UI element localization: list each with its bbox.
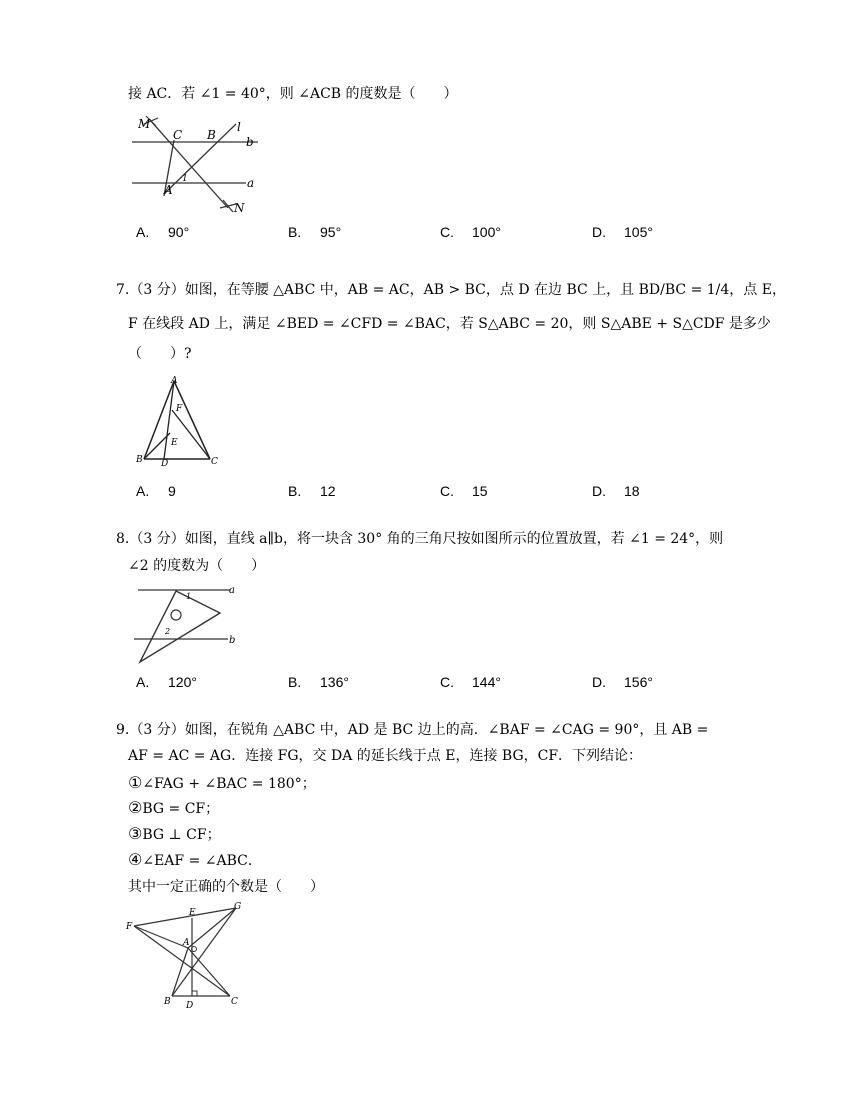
q6-stem-line: 接 AC．若 ∠1 = 40°，则 ∠ACB 的度数是（ ） [128, 86, 458, 102]
q7-label-D: D [161, 459, 169, 469]
q9-stem-line-2: AF = AC = AG．连接 FG，交 DA 的延长线于点 E，连接 BG，CF．下列结论： [128, 748, 643, 764]
circled-number: ① [128, 773, 143, 792]
q7-stem-line-1: 7.（3 分）如图，在等腰 △ABC 中，AB = AC，AB > BC，点 D 在边 BC 上，且 BD/BC = 1/4，点 E， [116, 282, 786, 298]
q7-label-E: E [171, 438, 178, 448]
option-value: 120° [168, 674, 197, 690]
q9-figure [124, 900, 254, 1012]
option-value: 144° [472, 674, 501, 690]
q6-label-M: M [138, 117, 151, 131]
option-label: C. [440, 674, 454, 690]
option-value: 105° [624, 224, 653, 240]
q9-label-A: A [183, 938, 190, 948]
q8-label-a: a [229, 585, 235, 596]
q6-label-a: a [247, 176, 255, 190]
option-label: C. [440, 483, 454, 499]
option-label: C. [440, 224, 454, 240]
conclusion-text: ∠FAG + ∠BAC = 180°； [142, 776, 316, 792]
q7-label-A: A [171, 376, 178, 386]
option-value: 100° [472, 224, 501, 240]
q8-figure [130, 582, 242, 664]
q6-option-c[interactable] [440, 224, 501, 240]
conclusion-text: BG = CF； [142, 801, 220, 817]
option-value: 95° [320, 224, 342, 240]
q7-option-d[interactable] [592, 483, 640, 499]
q8-label-1: 1 [186, 592, 192, 601]
circled-number: ④ [128, 850, 143, 869]
q9-label-G: G [234, 902, 242, 912]
q6-label-B: B [207, 128, 216, 142]
q6-label-b: b [246, 135, 254, 149]
q8-label-2: 2 [165, 627, 171, 636]
q6-option-a[interactable] [136, 224, 189, 240]
q7-option-a[interactable] [136, 483, 176, 499]
circled-number: ② [128, 798, 143, 817]
q7-stem-line-2: F 在线段 AD 上，满足 ∠BED = ∠CFD = ∠BAC，若 S△ABC = 20，则 S△ABE + S△CDF 是多少 [128, 316, 771, 332]
q6-label-N: N [234, 201, 245, 215]
q9-conclusion-2 [128, 798, 219, 819]
q6-label-A: A [164, 183, 173, 197]
option-label: B. [288, 483, 302, 499]
option-label: B. [288, 674, 302, 690]
option-value: 136° [320, 674, 349, 690]
q9-label-F: F [126, 922, 133, 932]
q7-option-b[interactable] [288, 483, 336, 499]
option-value: 12 [320, 483, 336, 499]
q9-label-B: B [164, 997, 171, 1007]
option-label: D. [592, 224, 606, 240]
q8-label-b: b [229, 635, 236, 646]
q9-question: 其中一定正确的个数是（ ） [128, 879, 324, 895]
q6-option-b[interactable] [288, 224, 341, 240]
q6-label-1: 1 [182, 174, 188, 184]
q7-label-B: B [136, 455, 143, 465]
q9-conclusion-1 [128, 773, 316, 794]
q9-label-E: E [189, 908, 196, 918]
conclusion-text: ∠EAF = ∠ABC． [142, 853, 262, 869]
q7-option-c[interactable] [440, 483, 488, 499]
q6-option-d[interactable] [592, 224, 653, 240]
q8-option-c[interactable] [440, 674, 501, 690]
option-value: 90° [168, 224, 190, 240]
option-label: B. [288, 224, 302, 240]
q9-conclusion-3 [128, 824, 221, 845]
q6-label-C: C [173, 128, 183, 142]
option-label: D. [592, 483, 606, 499]
q8-option-d[interactable] [592, 674, 653, 690]
option-value: 156° [624, 674, 653, 690]
option-label: D. [592, 674, 606, 690]
conclusion-text: BG ⊥ CF； [142, 827, 221, 843]
q7-stem-line-3: （ ）? [128, 346, 192, 362]
q9-label-D: D [186, 1001, 194, 1011]
q7-label-F: F [176, 404, 183, 414]
option-label: A. [136, 483, 150, 499]
option-label: A. [136, 674, 150, 690]
q8-option-b[interactable] [288, 674, 349, 690]
circled-number: ③ [128, 824, 143, 843]
q7-figure [134, 375, 224, 469]
option-label: A. [136, 224, 150, 240]
q9-conclusion-4 [128, 850, 262, 871]
q8-stem-line-1: 8.（3 分）如图，直线 a∥b，将一块含 30° 角的三角尺按如图所示的位置放置，若 ∠1 = 24°，则 [116, 531, 724, 547]
q8-stem-line-2: ∠2 的度数为（ ） [128, 558, 266, 574]
q8-option-a[interactable] [136, 674, 197, 690]
q9-label-C: C [231, 997, 238, 1007]
option-value: 18 [624, 483, 640, 499]
option-value: 9 [168, 483, 176, 499]
q6-label-l: l [237, 120, 241, 134]
q9-stem-line-1: 9.（3 分）如图，在锐角 △ABC 中，AD 是 BC 边上的高．∠BAF = ∠CAG = 90°，且 AB = [116, 722, 709, 738]
option-value: 15 [472, 483, 488, 499]
q6-figure [128, 112, 268, 216]
q7-label-C: C [211, 457, 218, 467]
